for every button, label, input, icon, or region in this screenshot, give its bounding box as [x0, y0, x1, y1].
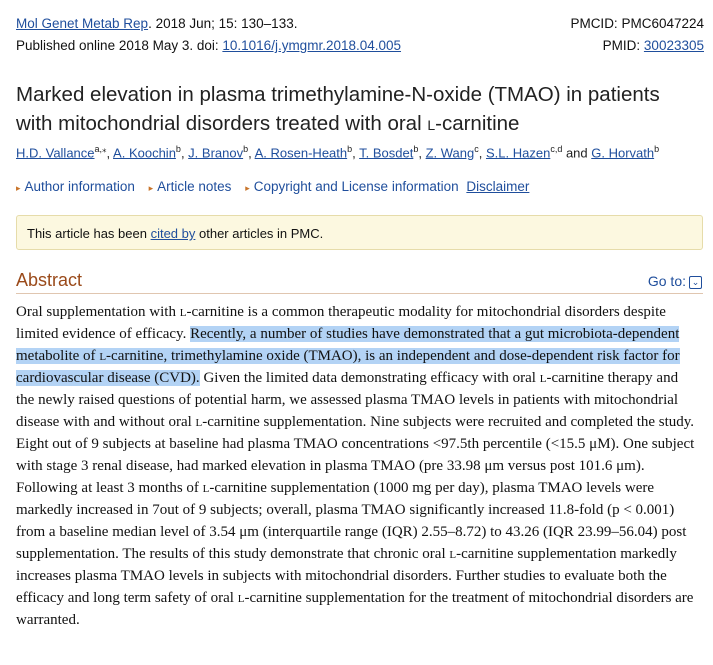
author-information-link[interactable]: Author information: [24, 179, 135, 194]
author-affiliation-sup: b: [654, 144, 660, 154]
author-link[interactable]: G. Horvath: [591, 145, 655, 161]
triangle-right-icon: ▸: [148, 183, 154, 193]
abstract-heading: Abstract: [16, 270, 83, 290]
author-affiliation-sup: b: [243, 144, 249, 154]
abstract-part: -carnitine is a common therapeutic modality for mitochondrial disorders despite limited evidence of efficacy.: [16, 304, 666, 342]
author-link[interactable]: T. Bosdet: [359, 145, 414, 161]
published-prefix: Published online 2018 May 3. doi:: [16, 38, 223, 53]
triangle-right-icon: ▸: [16, 183, 21, 193]
goto-menu[interactable]: [648, 273, 702, 289]
article-title: [16, 80, 699, 138]
chevron-down-icon[interactable]: ⌄: [689, 276, 702, 289]
author-affiliation-sup: b: [413, 144, 419, 154]
notice-prefix: This article has been: [27, 226, 151, 241]
small-caps-l: l: [237, 590, 245, 606]
small-caps-l: l: [449, 546, 457, 562]
author-affiliation-sup: c,d: [550, 144, 563, 154]
abstract-part: Given the limited data demonstrating efficacy with oral: [199, 370, 540, 386]
pmid-link[interactable]: 30023305: [643, 38, 704, 53]
abstract-part: Oral supplementation with: [16, 304, 180, 320]
abstract-part: -carnitine supplementation for the treatment of mitochondrial disorders are warranted.: [16, 590, 694, 628]
author-affiliation-sup: c: [474, 144, 479, 154]
citation-line: [16, 16, 704, 31]
author-link[interactable]: Z. Wang: [425, 145, 475, 161]
author-affiliation-sup: a,⁎: [94, 144, 107, 154]
author-link[interactable]: A. Koochin: [113, 145, 176, 161]
pmid: [603, 38, 704, 53]
cited-by-notice: [16, 215, 703, 250]
abstract-divider: [16, 293, 703, 294]
abstract-part: -carnitine supplementation. Nine subjects were recruited and completed the study. Eight out of 9 subjects at baseline had plasma TMAO concentrations <97.5th percentile (<15.5 μM). One subject with stage 3 renal disease, had marked elevation in plasma TMAO (pre 33.98 μm versus post 101.6 μm). Following at least 3 months of: [16, 414, 695, 496]
article-notes-link[interactable]: Article notes: [157, 179, 232, 194]
title-text: Marked elevation in plasma trimethylamine-N-oxide (TMAO) in patients with mitochondrial disorders treated with oral: [16, 83, 660, 135]
author-link[interactable]: A. Rosen-Heath: [254, 145, 348, 161]
small-caps-l: l: [195, 414, 203, 430]
author-list: H.D. Vallance$^{a,⁎}$, A. Koochin$^b$, J. Branov$^b$, A. Rosen-Heath$^b$, T. Bosdet$^b$, Z. Wang$^c$, S.L. Hazen$^{c,d}$ and G. Horvath$^b$: [16, 144, 660, 161]
small-caps-l: l: [202, 480, 210, 496]
copyright-link[interactable]: Copyright and License information: [253, 179, 459, 194]
small-caps-l: l: [99, 348, 107, 364]
abstract-part: -carnitine supplementation (1000 mg per day), plasma TMAO levels were markedly increased in 7out of 9 subjects; overall, plasma TMAO significantly increased 11.8-fold (p < 0.001) from a baseline median level of 3.54 μm (interquartile range (IQR) 2.55–8.72) to 43.26 (IQR 23.99–56.04) post supplementation. The results of this study demonstrate that chronic oral: [16, 480, 687, 562]
abstract-text: [16, 301, 697, 631]
author-affiliation-sup: b: [175, 144, 181, 154]
small-caps-l: l: [539, 370, 547, 386]
author-link[interactable]: H.D. Vallance: [16, 145, 95, 161]
pmcid: PMCID: PMC6047224: [570, 16, 704, 31]
abstract-part: -carnitine therapy and the newly raised questions of potential harm, we assessed plasma TMAO levels in patients with mitochondrial disease with and without oral: [16, 370, 679, 430]
publication-line: [16, 38, 704, 53]
notice-suffix: other articles in PMC.: [195, 226, 324, 241]
abstract-part: -carnitine supplementation markedly increases plasma TMAO levels in subjects with mitochondrial disorders. Further studies to evaluate both the efficacy and long term safety of oral: [16, 546, 677, 606]
triangle-right-icon: ▸: [245, 183, 250, 193]
author-link[interactable]: S.L. Hazen: [485, 145, 551, 161]
disclaimer-link[interactable]: Disclaimer: [466, 179, 530, 194]
goto-label: Go to:: [647, 273, 686, 289]
doi-link[interactable]: 10.1016/j.ymgmr.2018.04.005: [222, 38, 402, 53]
authors-and: and: [562, 145, 592, 161]
pmid-label: PMID:: [602, 38, 644, 53]
journal-link[interactable]: Mol Genet Metab Rep: [16, 16, 149, 31]
author-link[interactable]: J. Branov: [188, 145, 244, 161]
title-text-end: -carnitine: [435, 112, 520, 135]
author-affiliation-sup: b: [347, 144, 353, 154]
small-caps-l: l: [179, 304, 187, 320]
article-info-links: [16, 179, 529, 194]
cited-by-link[interactable]: cited by: [150, 226, 196, 241]
citation-details: . 2018 Jun; 15: 130–133.: [148, 16, 298, 31]
abstract-part: -carnitine, trimethylamine oxide (TMAO), is an independent and dose-dependent risk factor for cardiovascular disease (CVD).: [16, 348, 680, 386]
title-small-caps-l: l: [427, 112, 436, 135]
abstract-part: Recently, a number of studies have demonstrated that a gut microbiota-dependent metabolite of: [16, 326, 680, 364]
